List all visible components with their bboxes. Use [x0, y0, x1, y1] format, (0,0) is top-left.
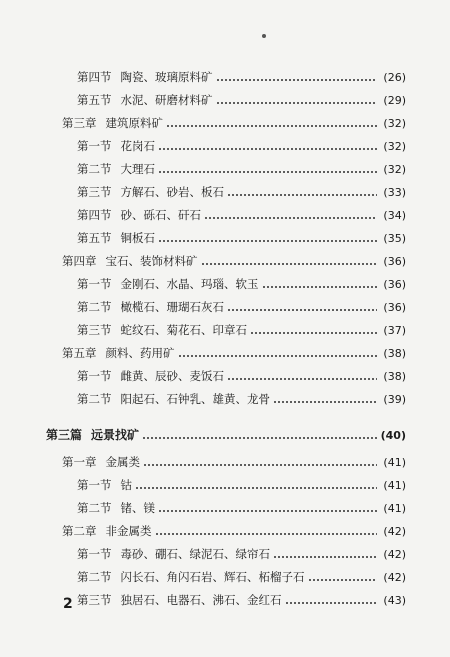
- table-of-contents: [0, 66, 450, 612]
- toc-entry-title: 颜料、药用矿: [105, 346, 175, 360]
- toc-entry-title: 金刚石、水晶、玛瑙、软玉: [120, 277, 259, 291]
- toc-entry-leader-group: [62, 520, 380, 543]
- toc-entry-title: 闪长石、角闪石岩、辉石、柘榴子石: [120, 570, 305, 584]
- toc-entry-title: 毒砂、硼石、绿泥石、绿帘石: [120, 547, 270, 561]
- toc-entry-label: [46, 424, 139, 447]
- dot-leader: [262, 273, 378, 296]
- dot-leader: [216, 66, 378, 89]
- toc-entry-number: 第二节: [77, 162, 112, 176]
- dot-leader: [227, 181, 377, 204]
- toc-entry-section: [0, 365, 450, 388]
- toc-entry-number: 第一节: [77, 369, 112, 383]
- dot-leader: [155, 520, 378, 543]
- toc-entry-title: 远景找矿: [91, 428, 140, 442]
- toc-entry-leader-group: [77, 181, 380, 204]
- toc-entry-leader-group: [46, 424, 380, 447]
- toc-entry-label: [77, 273, 259, 296]
- toc-entry-leader-group: [77, 158, 380, 181]
- toc-entry-leader-group: [77, 319, 380, 342]
- toc-entry-chapter: [0, 451, 450, 474]
- toc-entry-section: [0, 319, 450, 342]
- toc-entry-label: [62, 112, 163, 135]
- toc-entry-title: 非金属类: [105, 524, 152, 538]
- dot-leader: [273, 543, 377, 566]
- ink-speck: [262, 34, 266, 38]
- toc-entry-page: (41): [383, 502, 406, 515]
- toc-entry-number: 第三篇: [46, 428, 83, 442]
- toc-entry-label: [77, 204, 201, 227]
- toc-entry-page: (32): [383, 163, 406, 176]
- toc-entry-leader-group: [77, 296, 380, 319]
- toc-entry-leader-group: [62, 342, 380, 365]
- toc-entry-title: 橄榄石、珊瑚石灰石: [120, 300, 224, 314]
- toc-entry-page: (32): [383, 140, 406, 153]
- toc-entry-label: [62, 451, 140, 474]
- dot-leader: [166, 112, 377, 135]
- toc-entry-page: (35): [383, 232, 406, 245]
- toc-entry-section: [0, 474, 450, 497]
- toc-entry-number: 第四章: [62, 254, 97, 268]
- toc-entry-title: 砂、砾石、矸石: [120, 208, 201, 222]
- toc-entry-number: 第一节: [77, 547, 112, 561]
- toc-entry-page: (41): [383, 456, 406, 469]
- toc-entry-number: 第一节: [77, 277, 112, 291]
- toc-entry-title: 陶瓷、玻璃原料矿: [120, 70, 213, 84]
- page-number: 2: [63, 596, 73, 612]
- toc-entry-section: [0, 89, 450, 112]
- toc-entry-title: 铜板石: [120, 231, 155, 245]
- toc-entry-page: (38): [383, 347, 406, 360]
- toc-entry-page: (40): [380, 429, 406, 442]
- toc-entry-page: (41): [383, 479, 406, 492]
- toc-entry-number: 第三章: [62, 116, 97, 130]
- toc-entry-page: (36): [383, 278, 406, 291]
- toc-entry-number: 第三节: [77, 185, 112, 199]
- toc-entry-leader-group: [77, 204, 380, 227]
- toc-entry-page: (29): [383, 94, 406, 107]
- toc-entry-title: 建筑原料矿: [105, 116, 163, 130]
- toc-entry-number: 第二章: [62, 524, 97, 538]
- toc-entry-number: 第一章: [62, 455, 97, 469]
- toc-entry-label: [77, 589, 282, 612]
- toc-entry-section: [0, 181, 450, 204]
- toc-entry-section: [0, 296, 450, 319]
- toc-entry-leader-group: [77, 566, 380, 589]
- toc-entry-leader-group: [77, 89, 380, 112]
- toc-entry-page: (42): [383, 525, 406, 538]
- toc-entry-title: 独居石、电器石、沸石、金红石: [120, 593, 282, 607]
- toc-entry-number: 第一节: [77, 478, 112, 492]
- toc-entry-page: (39): [383, 393, 406, 406]
- toc-entry-title: 水泥、研磨材料矿: [120, 93, 213, 107]
- toc-entry-label: [77, 227, 155, 250]
- toc-entry-title: 花岗石: [120, 139, 155, 153]
- dot-leader: [158, 135, 377, 158]
- dot-leader: [178, 342, 378, 365]
- toc-entry-page: (38): [383, 370, 406, 383]
- toc-entry-label: [77, 135, 155, 158]
- toc-entry-number: 第五节: [77, 93, 112, 107]
- toc-entry-chapter: [0, 250, 450, 273]
- toc-entry-section: [0, 227, 450, 250]
- toc-entry-title: 钴: [120, 478, 132, 492]
- dot-leader: [216, 89, 378, 112]
- toc-entry-leader-group: [77, 273, 380, 296]
- toc-entry-label: [77, 158, 155, 181]
- dot-leader: [227, 365, 377, 388]
- toc-entry-title: 大理石: [120, 162, 155, 176]
- toc-entry-label: [77, 388, 270, 411]
- toc-entry-label: [77, 66, 213, 89]
- toc-entry-label: [77, 543, 270, 566]
- toc-entry-number: 第二节: [77, 501, 112, 515]
- toc-entry-section: [0, 66, 450, 89]
- toc-entry-section: [0, 135, 450, 158]
- toc-entry-label: [77, 319, 247, 342]
- toc-entry-number: 第二节: [77, 392, 112, 406]
- toc-entry-leader-group: [77, 474, 380, 497]
- dot-leader: [158, 227, 377, 250]
- toc-entry-title: 宝石、装饰材料矿: [105, 254, 198, 268]
- toc-entry-part: [0, 424, 450, 447]
- dot-leader: [135, 474, 377, 497]
- toc-entry-section: [0, 543, 450, 566]
- toc-entry-title: 金属类: [105, 455, 140, 469]
- toc-entry-title: 雌黄、辰砂、麦饭石: [120, 369, 224, 383]
- dot-leader: [158, 158, 377, 181]
- dot-leader: [273, 388, 377, 411]
- toc-entry-page: (36): [383, 255, 406, 268]
- toc-entry-chapter: [0, 342, 450, 365]
- dot-leader: [201, 250, 378, 273]
- toc-entry-number: 第二节: [77, 570, 112, 584]
- toc-entry-leader-group: [77, 497, 380, 520]
- toc-entry-number: 第一节: [77, 139, 112, 153]
- toc-entry-title: 方解石、砂岩、板石: [120, 185, 224, 199]
- toc-entry-section: [0, 273, 450, 296]
- dot-leader: [227, 296, 377, 319]
- toc-entry-leader-group: [77, 227, 380, 250]
- spacer: [0, 411, 450, 424]
- toc-entry-number: 第三节: [77, 593, 112, 607]
- toc-entry-leader-group: [77, 388, 380, 411]
- toc-entry-leader-group: [62, 451, 380, 474]
- toc-entry-number: 第二节: [77, 300, 112, 314]
- toc-entry-page: (37): [383, 324, 406, 337]
- toc-entry-label: [77, 474, 132, 497]
- toc-entry-section: [0, 204, 450, 227]
- dot-leader: [142, 424, 377, 447]
- toc-entry-leader-group: [62, 250, 380, 273]
- toc-entry-leader-group: [77, 365, 380, 388]
- toc-entry-title: 锗、镁: [120, 501, 155, 515]
- dot-leader: [250, 319, 377, 342]
- toc-entry-label: [77, 181, 224, 204]
- toc-entry-number: 第五节: [77, 231, 112, 245]
- toc-entry-page: (33): [383, 186, 406, 199]
- toc-entry-label: [77, 566, 305, 589]
- toc-entry-section: [0, 566, 450, 589]
- toc-entry-page: (42): [383, 548, 406, 561]
- toc-entry-page: (42): [383, 571, 406, 584]
- toc-entry-leader-group: [62, 112, 380, 135]
- toc-entry-label: [77, 365, 224, 388]
- toc-entry-number: 第四节: [77, 208, 112, 222]
- toc-entry-label: [62, 250, 198, 273]
- toc-entry-label: [77, 296, 224, 319]
- toc-entry-section: [0, 388, 450, 411]
- toc-entry-title: 阳起石、石钟乳、雄黄、龙骨: [120, 392, 270, 406]
- toc-entry-chapter: [0, 112, 450, 135]
- toc-entry-page: (26): [383, 71, 406, 84]
- toc-entry-section: [0, 497, 450, 520]
- toc-entry-chapter: [0, 520, 450, 543]
- toc-entry-label: [62, 520, 152, 543]
- toc-entry-leader-group: [77, 543, 380, 566]
- toc-entry-leader-group: [77, 589, 380, 612]
- toc-entry-leader-group: [77, 135, 380, 158]
- toc-entry-page: (34): [383, 209, 406, 222]
- toc-entry-label: [77, 497, 155, 520]
- toc-entry-leader-group: [77, 66, 380, 89]
- toc-entry-label: [62, 342, 175, 365]
- dot-leader: [308, 566, 378, 589]
- toc-entry-page: (36): [383, 301, 406, 314]
- dot-leader: [158, 497, 377, 520]
- toc-entry-page: (43): [383, 594, 406, 607]
- dot-leader: [204, 204, 377, 227]
- toc-entry-label: [77, 89, 213, 112]
- toc-entry-number: 第三节: [77, 323, 112, 337]
- toc-entry-page: (32): [383, 117, 406, 130]
- toc-entry-title: 蛇纹石、菊花石、印章石: [120, 323, 247, 337]
- toc-entry-section: [0, 158, 450, 181]
- dot-leader: [143, 451, 377, 474]
- dot-leader: [285, 589, 378, 612]
- toc-entry-number: 第五章: [62, 346, 97, 360]
- toc-entry-number: 第四节: [77, 70, 112, 84]
